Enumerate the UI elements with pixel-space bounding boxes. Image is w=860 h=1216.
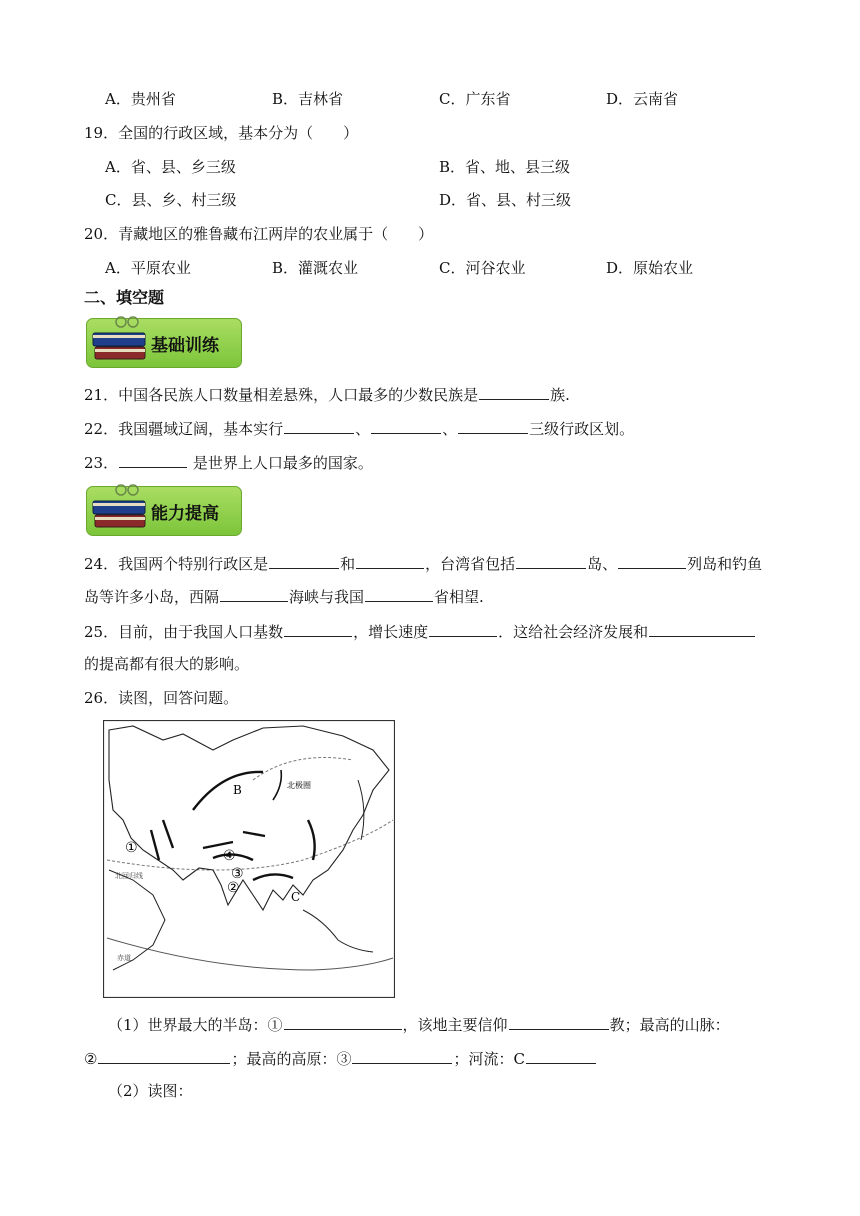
q23 — [84, 451, 373, 473]
q22-sep-2: 、 — [442, 420, 458, 438]
q22-blank-3[interactable] — [458, 417, 528, 434]
q20-option-b: B．灌溉农业 — [272, 259, 359, 277]
q22-blank-2[interactable] — [371, 417, 441, 434]
q24-text-c: ，台湾省包括 — [425, 555, 516, 573]
q19-option-a: A．省、县、乡三级 — [105, 158, 236, 176]
q19-option-b: B．省、地、县三级 — [439, 158, 571, 176]
q26-sub1-line-1 — [108, 1013, 730, 1035]
q26-sub1-text-e: ；最高的高原：③ — [231, 1050, 352, 1068]
q22-sep-1: 、 — [355, 420, 371, 438]
q26-blank-5[interactable] — [526, 1047, 596, 1064]
q26-sub1-line-2 — [84, 1047, 597, 1069]
q19-option-c: C．县、乡、村三级 — [105, 191, 237, 209]
q25-text-b: ，增长速度 — [353, 623, 429, 641]
q24-line-2 — [84, 585, 484, 607]
q25-text-c: ．这给社会经济发展和 — [498, 623, 649, 641]
q24-blank-5[interactable] — [220, 585, 288, 602]
banner-ability-improve — [86, 486, 242, 536]
q26-blank-1[interactable] — [284, 1013, 402, 1030]
q24-blank-1[interactable] — [269, 552, 339, 569]
q19-stem: 19．全国的行政区域，基本分为（ ） — [84, 124, 359, 142]
q26-blank-3[interactable] — [98, 1047, 230, 1064]
q24-text-h: 省相望. — [434, 588, 484, 606]
q22-text-end: 三级行政区划。 — [529, 420, 635, 438]
q25-blank-3[interactable] — [649, 620, 755, 637]
q20-option-c: C．河谷农业 — [439, 259, 526, 277]
q23-blank[interactable] — [119, 451, 187, 468]
q20-stem: 20．青藏地区的雅鲁藏布江两岸的农业属于（ ） — [84, 225, 434, 243]
q24-text-e: 列岛和钓鱼 — [687, 555, 763, 573]
map-label-equator: 赤道 — [117, 954, 131, 962]
q22-blank-1[interactable] — [284, 417, 354, 434]
q18-option-d: D．云南省 — [606, 90, 679, 108]
section-title: 二、填空题 — [84, 288, 165, 307]
q25-line-1 — [84, 620, 756, 642]
banner-basic-training — [86, 318, 242, 368]
q26-sub1-text-a: （1）世界最大的半岛：① — [108, 1016, 283, 1034]
q21-text: 21．中国各民族人口数量相差悬殊，人口最多的少数民族是 — [84, 386, 479, 404]
q20-option-a: A．平原农业 — [105, 259, 191, 277]
q21-text-end: 族. — [550, 386, 570, 404]
q20-option-d: D．原始农业 — [606, 259, 694, 277]
q24-text-g: 海峡与我国 — [289, 588, 365, 606]
banner-label: 能力提高 — [151, 504, 219, 524]
map-label-1: ① — [125, 840, 138, 856]
map-label-3: ③ — [231, 866, 244, 882]
q25-blank-1[interactable] — [284, 620, 352, 637]
q21-blank[interactable] — [479, 383, 549, 400]
q22 — [84, 417, 634, 439]
map-label-b: B — [233, 783, 242, 797]
q26-sub1-text-d: ② — [84, 1050, 98, 1068]
books-icon — [91, 481, 151, 529]
q21 — [84, 383, 570, 405]
q24-line-1 — [84, 552, 762, 574]
q26-sub1-text-f: ；河流：C — [453, 1050, 525, 1068]
q19-option-d: D．省、县、村三级 — [439, 191, 572, 209]
q24-text-d: 岛、 — [587, 555, 618, 573]
books-icon — [91, 313, 151, 361]
q26-blank-2[interactable] — [509, 1013, 609, 1030]
q25-line-2: 的提高都有很大的影响。 — [84, 655, 250, 673]
map-label-tropic: 北回归线 — [115, 872, 143, 880]
q24-text-f: 岛等许多小岛，西隔 — [84, 588, 220, 606]
asia-map — [103, 720, 395, 998]
q18-option-a: A．贵州省 — [105, 90, 176, 108]
q24-text-b: 和 — [340, 555, 356, 573]
q23-num: 23． — [84, 454, 119, 472]
q23-text: 是世界上人口最多的国家。 — [188, 454, 373, 472]
map-label-2: ② — [227, 880, 240, 896]
q24-blank-3[interactable] — [516, 552, 586, 569]
q24-blank-2[interactable] — [356, 552, 424, 569]
q26-blank-4[interactable] — [352, 1047, 452, 1064]
q26-sub1-text-c: 教；最高的山脉： — [609, 1016, 730, 1034]
banner-label: 基础训练 — [151, 336, 219, 356]
map-label-c: C — [291, 890, 301, 904]
q22-text: 22．我国疆域辽阔，基本实行 — [84, 420, 284, 438]
q26-sub1-text-b: ，该地主要信仰 — [402, 1016, 508, 1034]
q24-blank-4[interactable] — [618, 552, 686, 569]
map-label-4: ④ — [223, 848, 236, 864]
q24-text-a: 24．我国两个特别行政区是 — [84, 555, 269, 573]
q24-blank-6[interactable] — [365, 585, 433, 602]
map-label-arctic: 北极圈 — [287, 781, 311, 790]
q18-option-c: C．广东省 — [439, 90, 511, 108]
q26-sub2: （2）读图： — [108, 1082, 193, 1100]
q25-text-a: 25．目前，由于我国人口基数 — [84, 623, 284, 641]
q18-option-b: B．吉林省 — [272, 90, 344, 108]
q25-blank-2[interactable] — [429, 620, 497, 637]
q26-stem: 26．读图，回答问题。 — [84, 689, 239, 707]
